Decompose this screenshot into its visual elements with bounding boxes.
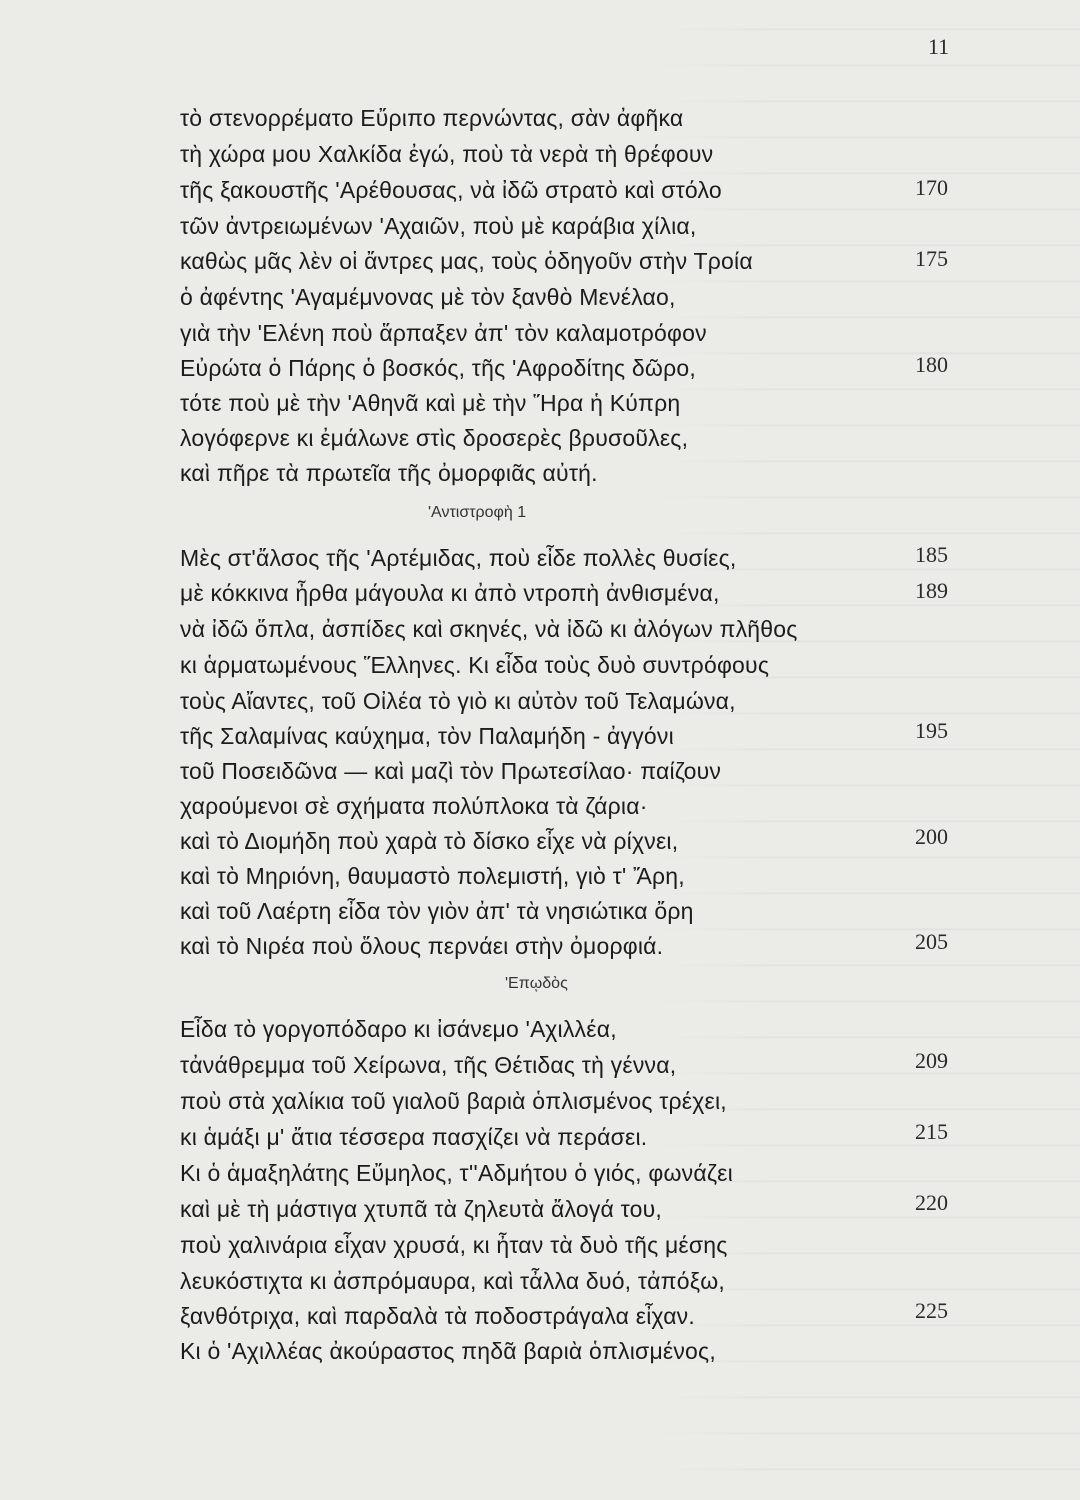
verse-line: Κι ὁ ἁμαξηλάτης Εὔμηλος, τ''Αδμήτου ὁ γιός, φωνάζει (180, 1160, 733, 1186)
line-number: 209 (915, 1048, 948, 1073)
line-number: 175 (915, 246, 948, 271)
verse-line: Κι ὁ 'Αχιλλέας ἀκούραστος πηδᾶ βαριὰ ὁπλισμένος, (180, 1338, 716, 1364)
verse-line: τὸ στενορρέματο Εὔριπο περνώντας, σὰν ἀφῆκα (180, 105, 684, 131)
verse-line: νὰ ἰδῶ ὅπλα, ἀσπίδες καὶ σκηνές, νὰ ἰδῶ κι ἀλόγων πλῆθος (180, 616, 798, 642)
verse-line: ὁ ἀφέντης 'Αγαμέμνονας μὲ τὸν ξανθὸ Μενέλαο, (180, 284, 676, 310)
verse-line: χαρούμενοι σὲ σχήματα πολύπλοκα τὰ ζάρια· (180, 793, 648, 819)
verse-line: καθὼς μᾶς λὲν οἱ ἄντρες μας, τοὺς ὁδηγοῦν στὴν Τροία (180, 248, 753, 274)
verse-line: τῆς ξακουστῆς 'Αρέθουσας, νὰ ἰδῶ στρατὸ καὶ στόλο (180, 177, 722, 203)
verse-line: τότε ποὺ μὲ τὴν 'Αθηνᾶ καὶ μὲ τὴν Ἥρα ἡ Κύπρη (180, 390, 681, 416)
verse-line: τῶν ἀντρειωμένων 'Αχαιῶν, ποὺ μὲ καράβια χίλια, (180, 213, 697, 239)
verse-line: λευκόστιχτα κι ἀσπρόμαυρα, καὶ τἆλλα δυό, τἀπόξω, (180, 1268, 725, 1294)
line-number: 180 (915, 352, 948, 377)
line-number: 189 (915, 578, 948, 603)
line-number: 185 (915, 542, 948, 567)
verse-line: καὶ τοῦ Λαέρτη εἶδα τὸν γιὸν ἀπ' τὰ νησιώτικα ὄρη (180, 898, 694, 924)
verse-line: κι ἁρματωμένους Ἕλληνες. Κι εἶδα τοὺς δυὸ συντρόφους (180, 652, 770, 678)
verse-line: καὶ πῆρε τὰ πρωτεῖα τῆς ὀμορφιᾶς αὐτή. (180, 460, 598, 486)
verse-line: ποὺ χαλινάρια εἶχαν χρυσά, κι ἦταν τὰ δυὸ τῆς μέσης (180, 1232, 728, 1258)
verse-line: καὶ τὸ Νιρέα ποὺ ὅλους περνάει στὴν ὀμορφιά. (180, 933, 664, 959)
verse-line: τοὺς Αἴαντες, τοῦ Οἰλέα τὸ γιὸ κι αὐτὸν τοῦ Τελαμώνα, (180, 688, 736, 714)
verse-line: Εἶδα τὸ γοργοπόδαρο κι ἰσάνεμο 'Αχιλλέα, (180, 1016, 617, 1042)
line-number: 215 (915, 1119, 948, 1144)
verse-line: τὴ χώρα μου Χαλκίδα ἐγώ, ποὺ τὰ νερὰ τὴ θρέφουν (180, 141, 714, 167)
verse-line: κι ἁμάξι μ' ἄτια τέσσερα πασχίζει νὰ περάσει. (180, 1124, 648, 1150)
line-number: 170 (915, 175, 948, 200)
line-number: 200 (915, 824, 948, 849)
verse-line: ξανθότριχα, καὶ παρδαλὰ τὰ ποδοστράγαλα εἶχαν. (180, 1303, 695, 1329)
line-number: 205 (915, 929, 948, 954)
verse-line: Εὐρώτα ὁ Πάρης ὁ βοσκός, τῆς 'Αφροδίτης δῶρο, (180, 355, 696, 381)
verse-line: μὲ κόκκινα ἦρθα μάγουλα κι ἀπὸ ντροπὴ ἀνθισμένα, (180, 580, 720, 606)
verse-line: τῆς Σαλαμίνας καύχημα, τὸν Παλαμήδη - ἀγγόνι (180, 723, 674, 749)
verse-line: καὶ μὲ τὴ μάστιγα χτυπᾶ τὰ ζηλευτὰ ἄλογά του, (180, 1196, 662, 1222)
verse-line: τοῦ Ποσειδῶνα — καὶ μαζὶ τὸν Πρωτεσίλαο· παίζουν (180, 758, 722, 784)
section-heading-epode: 'Επῳδὸς (505, 975, 568, 992)
verse-line: καὶ τὸ Διομήδη ποὺ χαρὰ τὸ δίσκο εἶχε νὰ ρίχνει, (180, 828, 679, 854)
verse-line: λογόφερνε κι ἐμάλωνε στὶς δροσερὲς βρυσοῦλες, (180, 425, 689, 451)
line-number: 225 (915, 1298, 948, 1323)
verse-line: γιὰ τὴν 'Ελένη ποὺ ἅρπαξεν ἀπ' τὸν καλαμοτρόφον (180, 320, 707, 346)
line-number: 220 (915, 1190, 948, 1215)
verse-line: καὶ τὸ Μηριόνη, θαυμαστὸ πολεμιστή, γιὸ τ' Ἄρη, (180, 863, 685, 889)
section-heading-antistrophe: 'Αντιστροφὴ 1 (428, 504, 527, 521)
line-number: 195 (915, 718, 948, 743)
verse-line: τἀνάθρεμμα τοῦ Χείρωνα, τῆς Θέτιδας τὴ γέννα, (180, 1052, 677, 1078)
verse-line: ποὺ στὰ χαλίκια τοῦ γιαλοῦ βαριὰ ὁπλισμένος τρέχει, (180, 1088, 727, 1114)
page-number: 11 (928, 34, 950, 59)
verse-line: Μὲς στ'ἄλσος τῆς 'Αρτέμιδας, ποὺ εἶδε πολλὲς θυσίες, (180, 545, 737, 571)
